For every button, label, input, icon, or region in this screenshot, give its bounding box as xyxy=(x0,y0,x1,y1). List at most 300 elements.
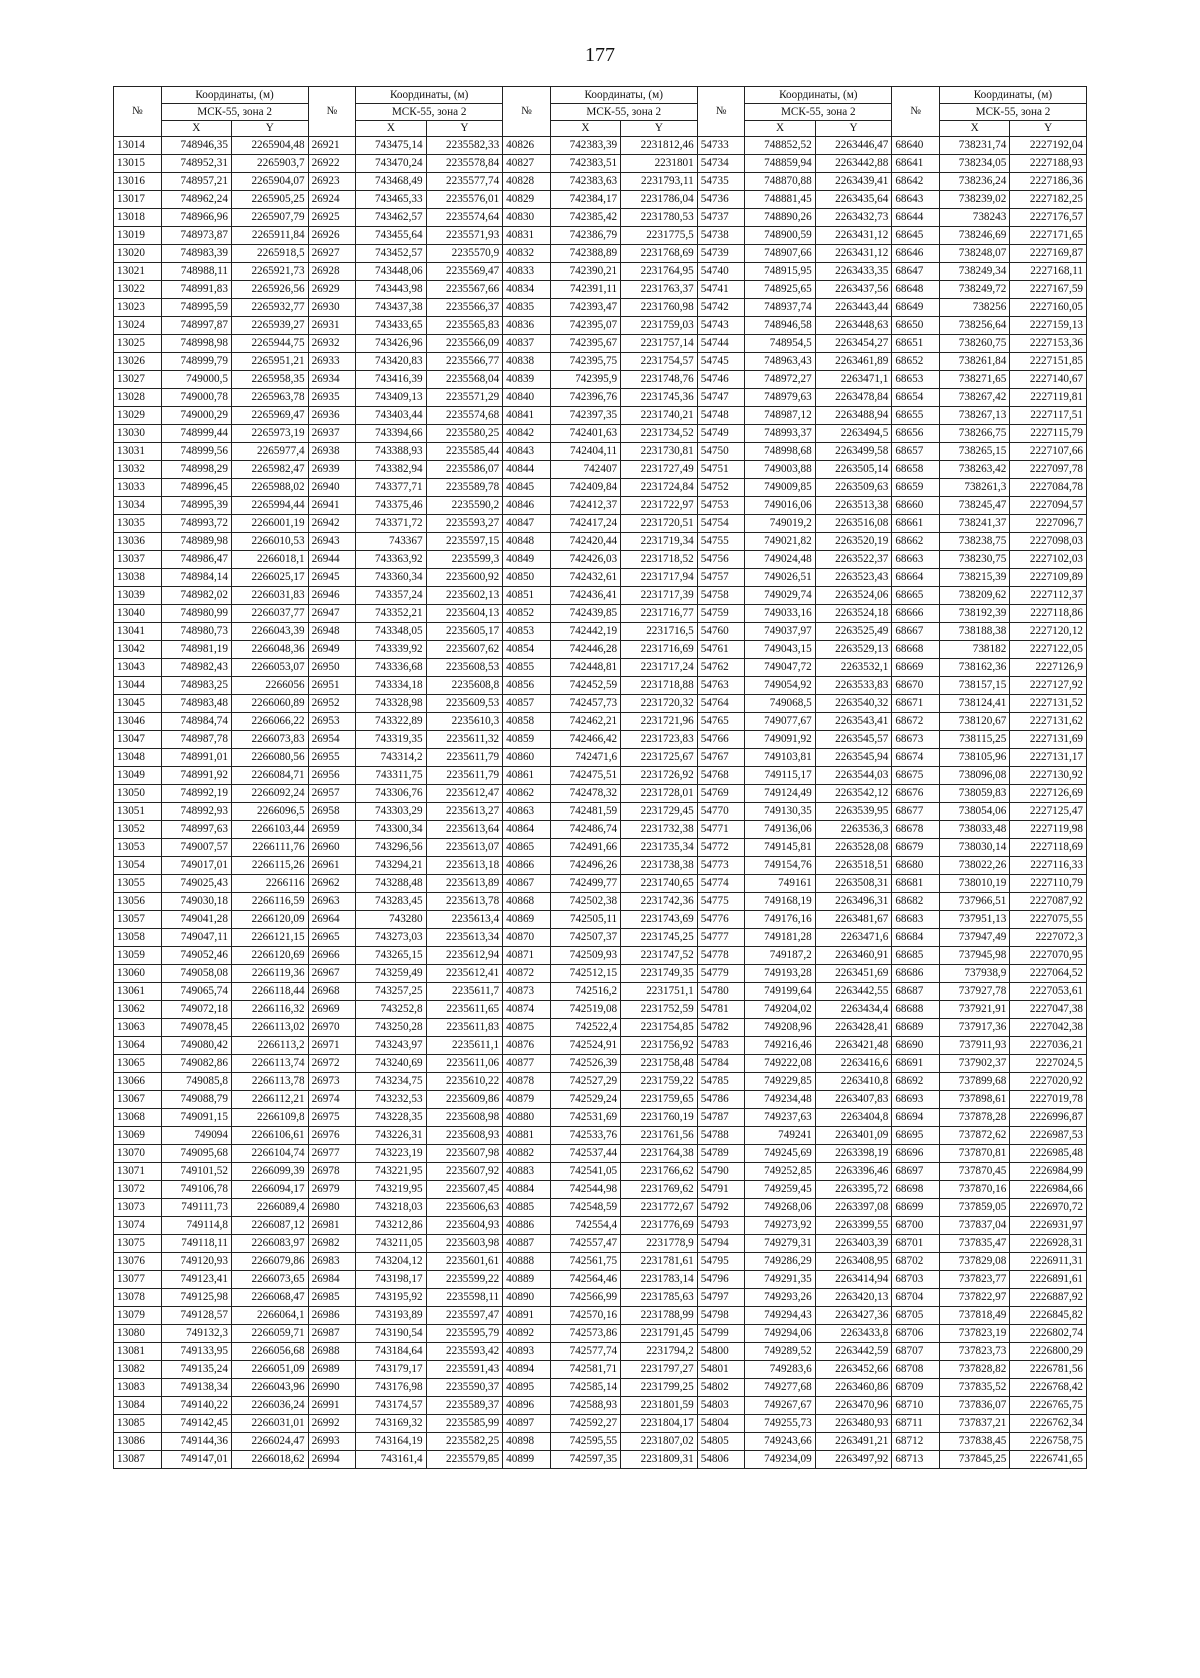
point-number-cell: 68680 xyxy=(892,857,940,875)
table-row xyxy=(114,1127,1087,1145)
point-number-cell: 54754 xyxy=(697,515,745,533)
x-coordinate-cell: 737818,49 xyxy=(939,1307,1009,1325)
y-coordinate-cell: 2263532,1 xyxy=(815,659,892,677)
y-coordinate-cell: 2263471,6 xyxy=(815,929,892,947)
y-coordinate-cell: 2235607,98 xyxy=(426,1145,503,1163)
point-number-cell: 54758 xyxy=(697,587,745,605)
x-coordinate-cell: 743433,65 xyxy=(356,317,426,335)
point-number-cell: 68664 xyxy=(892,569,940,587)
x-coordinate-cell: 749058,08 xyxy=(161,965,231,983)
y-coordinate-cell: 2227122,05 xyxy=(1010,641,1087,659)
x-coordinate-cell: 742395,9 xyxy=(550,371,620,389)
y-coordinate-cell: 2231791,45 xyxy=(621,1325,698,1343)
point-number-cell: 26935 xyxy=(308,389,356,407)
x-coordinate-cell: 743357,24 xyxy=(356,587,426,605)
x-coordinate-cell: 742466,42 xyxy=(550,731,620,749)
x-coordinate-cell: 743296,56 xyxy=(356,839,426,857)
y-coordinate-cell: 2226891,61 xyxy=(1010,1271,1087,1289)
y-coordinate-cell: 2227024,5 xyxy=(1010,1055,1087,1073)
y-coordinate-cell: 2235611,7 xyxy=(426,983,503,1001)
table-row xyxy=(114,605,1087,623)
point-number-cell: 26984 xyxy=(308,1271,356,1289)
x-coordinate-cell: 748980,73 xyxy=(161,623,231,641)
x-header-5: X xyxy=(939,121,1009,137)
point-number-cell: 68701 xyxy=(892,1235,940,1253)
y-coordinate-cell: 2235566,09 xyxy=(426,335,503,353)
point-number-cell: 13058 xyxy=(114,929,162,947)
y-coordinate-cell: 2263395,72 xyxy=(815,1181,892,1199)
point-number-cell: 13076 xyxy=(114,1253,162,1271)
point-number-cell: 40869 xyxy=(503,911,551,929)
y-coordinate-cell: 2227064,52 xyxy=(1010,965,1087,983)
point-number-cell: 13086 xyxy=(114,1433,162,1451)
table-row xyxy=(114,1145,1087,1163)
x-coordinate-cell: 748979,63 xyxy=(745,389,815,407)
y-coordinate-cell: 2227118,86 xyxy=(1010,605,1087,623)
y-coordinate-cell: 2227167,59 xyxy=(1010,281,1087,299)
y-coordinate-cell: 2263451,69 xyxy=(815,965,892,983)
y-coordinate-cell: 2231742,36 xyxy=(621,893,698,911)
x-coordinate-cell: 742391,11 xyxy=(550,281,620,299)
point-number-cell: 13064 xyxy=(114,1037,162,1055)
x-coordinate-cell: 743468,49 xyxy=(356,173,426,191)
y-coordinate-cell: 2227094,57 xyxy=(1010,497,1087,515)
point-number-cell: 13060 xyxy=(114,965,162,983)
point-number-cell: 26943 xyxy=(308,533,356,551)
point-number-cell: 68663 xyxy=(892,551,940,569)
y-coordinate-cell: 2227160,05 xyxy=(1010,299,1087,317)
x-coordinate-cell: 749024,48 xyxy=(745,551,815,569)
point-number-cell: 40888 xyxy=(503,1253,551,1271)
point-number-cell: 13040 xyxy=(114,605,162,623)
x-coordinate-cell: 742401,63 xyxy=(550,425,620,443)
y-coordinate-cell: 2231723,83 xyxy=(621,731,698,749)
point-number-cell: 26978 xyxy=(308,1163,356,1181)
point-number-cell: 54752 xyxy=(697,479,745,497)
y-coordinate-cell: 2235611,83 xyxy=(426,1019,503,1037)
y-coordinate-cell: 2231725,67 xyxy=(621,749,698,767)
x-coordinate-cell: 748986,47 xyxy=(161,551,231,569)
y-coordinate-cell: 2235582,33 xyxy=(426,137,503,155)
x-coordinate-cell: 743179,17 xyxy=(356,1361,426,1379)
point-number-cell: 40865 xyxy=(503,839,551,857)
point-number-cell: 68665 xyxy=(892,587,940,605)
y-coordinate-cell: 2263442,88 xyxy=(815,155,892,173)
y-coordinate-cell: 2227109,89 xyxy=(1010,569,1087,587)
y-coordinate-cell: 2231730,81 xyxy=(621,443,698,461)
point-number-cell: 40894 xyxy=(503,1361,551,1379)
x-coordinate-cell: 742383,51 xyxy=(550,155,620,173)
x-coordinate-cell: 737870,45 xyxy=(939,1163,1009,1181)
y-coordinate-cell: 2266036,24 xyxy=(231,1397,308,1415)
x-coordinate-cell: 743452,57 xyxy=(356,245,426,263)
x-coordinate-cell: 743190,54 xyxy=(356,1325,426,1343)
y-coordinate-cell: 2266092,24 xyxy=(231,785,308,803)
point-number-cell: 54784 xyxy=(697,1055,745,1073)
x-coordinate-cell: 743394,66 xyxy=(356,425,426,443)
point-number-cell: 54743 xyxy=(697,317,745,335)
y-coordinate-cell: 2231809,31 xyxy=(621,1451,698,1469)
table-row xyxy=(114,785,1087,803)
y-coordinate-cell: 2263543,41 xyxy=(815,713,892,731)
point-number-cell: 26950 xyxy=(308,659,356,677)
x-coordinate-cell: 742505,11 xyxy=(550,911,620,929)
y-coordinate-cell: 2266113,78 xyxy=(231,1073,308,1091)
x-coordinate-cell: 749176,16 xyxy=(745,911,815,929)
point-number-cell: 54759 xyxy=(697,605,745,623)
y-coordinate-cell: 2235595,79 xyxy=(426,1325,503,1343)
table-row xyxy=(114,1217,1087,1235)
y-coordinate-cell: 2226985,48 xyxy=(1010,1145,1087,1163)
y-coordinate-cell: 2263488,94 xyxy=(815,407,892,425)
point-number-cell: 68655 xyxy=(892,407,940,425)
y-coordinate-cell: 2265969,47 xyxy=(231,407,308,425)
y-coordinate-cell: 2266043,39 xyxy=(231,623,308,641)
y-coordinate-cell: 2263522,37 xyxy=(815,551,892,569)
point-number-cell: 13073 xyxy=(114,1199,162,1217)
x-coordinate-cell: 737902,37 xyxy=(939,1055,1009,1073)
x-coordinate-cell: 742554,4 xyxy=(550,1217,620,1235)
x-coordinate-cell: 748992,93 xyxy=(161,803,231,821)
point-number-cell: 68698 xyxy=(892,1181,940,1199)
x-coordinate-cell: 743174,57 xyxy=(356,1397,426,1415)
point-number-cell: 13061 xyxy=(114,983,162,1001)
x-coordinate-cell: 743377,71 xyxy=(356,479,426,497)
x-coordinate-cell: 749111,73 xyxy=(161,1199,231,1217)
y-coordinate-cell: 2231740,65 xyxy=(621,875,698,893)
point-number-cell: 26982 xyxy=(308,1235,356,1253)
x-coordinate-cell: 742529,24 xyxy=(550,1091,620,1109)
point-number-cell: 26952 xyxy=(308,695,356,713)
point-number-cell: 13080 xyxy=(114,1325,162,1343)
point-number-cell: 68682 xyxy=(892,893,940,911)
x-coordinate-cell: 742462,21 xyxy=(550,713,620,731)
point-number-cell: 26934 xyxy=(308,371,356,389)
x-coordinate-cell: 743221,95 xyxy=(356,1163,426,1181)
y-coordinate-cell: 2235566,37 xyxy=(426,299,503,317)
y-coordinate-cell: 2266025,17 xyxy=(231,569,308,587)
point-number-cell: 54805 xyxy=(697,1433,745,1451)
point-number-cell: 54793 xyxy=(697,1217,745,1235)
point-number-cell: 68706 xyxy=(892,1325,940,1343)
x-coordinate-cell: 738246,69 xyxy=(939,227,1009,245)
x-coordinate-cell: 748900,59 xyxy=(745,227,815,245)
point-number-cell: 54734 xyxy=(697,155,745,173)
x-coordinate-cell: 748995,59 xyxy=(161,299,231,317)
y-coordinate-cell: 2263414,94 xyxy=(815,1271,892,1289)
point-number-cell: 68693 xyxy=(892,1091,940,1109)
y-coordinate-cell: 2266010,53 xyxy=(231,533,308,551)
y-coordinate-cell: 2231757,14 xyxy=(621,335,698,353)
x-coordinate-cell: 748991,92 xyxy=(161,767,231,785)
point-number-cell: 54791 xyxy=(697,1181,745,1199)
y-coordinate-cell: 2266024,47 xyxy=(231,1433,308,1451)
x-coordinate-cell: 738261,3 xyxy=(939,479,1009,497)
point-number-cell: 54760 xyxy=(697,623,745,641)
x-coordinate-cell: 743193,89 xyxy=(356,1307,426,1325)
y-coordinate-cell: 2227084,78 xyxy=(1010,479,1087,497)
x-coordinate-cell: 742507,37 xyxy=(550,929,620,947)
x-coordinate-cell: 749120,93 xyxy=(161,1253,231,1271)
point-number-cell: 54787 xyxy=(697,1109,745,1127)
y-coordinate-cell: 2231804,17 xyxy=(621,1415,698,1433)
x-coordinate-cell: 748957,21 xyxy=(161,173,231,191)
x-coordinate-cell: 737835,52 xyxy=(939,1379,1009,1397)
y-coordinate-cell: 2263524,18 xyxy=(815,605,892,623)
x-coordinate-cell: 748987,78 xyxy=(161,731,231,749)
x-coordinate-cell: 743334,18 xyxy=(356,677,426,695)
x-coordinate-cell: 743198,17 xyxy=(356,1271,426,1289)
point-number-cell: 26974 xyxy=(308,1091,356,1109)
y-coordinate-cell: 2226887,92 xyxy=(1010,1289,1087,1307)
y-coordinate-cell: 2266031,83 xyxy=(231,587,308,605)
point-number-cell: 68661 xyxy=(892,515,940,533)
y-coordinate-cell: 2226984,99 xyxy=(1010,1163,1087,1181)
point-number-cell: 13033 xyxy=(114,479,162,497)
point-number-cell: 26921 xyxy=(308,137,356,155)
x-coordinate-cell: 749068,5 xyxy=(745,695,815,713)
table-row xyxy=(114,227,1087,245)
x-coordinate-cell: 749283,6 xyxy=(745,1361,815,1379)
x-coordinate-cell: 743303,29 xyxy=(356,803,426,821)
y-coordinate-cell: 2235593,42 xyxy=(426,1343,503,1361)
y-coordinate-cell: 2231724,84 xyxy=(621,479,698,497)
x-coordinate-cell: 749273,92 xyxy=(745,1217,815,1235)
y-coordinate-cell: 2235613,78 xyxy=(426,893,503,911)
x-coordinate-cell: 742481,59 xyxy=(550,803,620,821)
x-coordinate-cell: 743448,06 xyxy=(356,263,426,281)
x-coordinate-cell: 742502,38 xyxy=(550,893,620,911)
x-coordinate-cell: 749279,31 xyxy=(745,1235,815,1253)
y-coordinate-cell: 2231764,38 xyxy=(621,1145,698,1163)
y-coordinate-cell: 2231727,49 xyxy=(621,461,698,479)
y-coordinate-cell: 2226911,31 xyxy=(1010,1253,1087,1271)
point-number-cell: 54770 xyxy=(697,803,745,821)
x-coordinate-cell: 749029,74 xyxy=(745,587,815,605)
x-coordinate-cell: 742384,17 xyxy=(550,191,620,209)
y-coordinate-cell: 2266037,77 xyxy=(231,605,308,623)
x-coordinate-cell: 749019,2 xyxy=(745,515,815,533)
x-coordinate-cell: 749293,26 xyxy=(745,1289,815,1307)
x-coordinate-cell: 743314,2 xyxy=(356,749,426,767)
x-coordinate-cell: 748997,63 xyxy=(161,821,231,839)
table-row xyxy=(114,479,1087,497)
point-number-cell: 26976 xyxy=(308,1127,356,1145)
x-coordinate-cell: 748988,11 xyxy=(161,263,231,281)
table-row xyxy=(114,1397,1087,1415)
y-coordinate-cell: 2235612,94 xyxy=(426,947,503,965)
y-coordinate-cell: 2263410,8 xyxy=(815,1073,892,1091)
y-coordinate-cell: 2265977,4 xyxy=(231,443,308,461)
x-coordinate-cell: 742541,05 xyxy=(550,1163,620,1181)
y-coordinate-cell: 2266121,15 xyxy=(231,929,308,947)
x-coordinate-cell: 737829,08 xyxy=(939,1253,1009,1271)
x-coordinate-cell: 743328,98 xyxy=(356,695,426,713)
point-number-cell: 68667 xyxy=(892,623,940,641)
point-number-cell: 54803 xyxy=(697,1397,745,1415)
table-row xyxy=(114,965,1087,983)
point-number-cell: 40864 xyxy=(503,821,551,839)
y-coordinate-cell: 2231716,77 xyxy=(621,605,698,623)
y-coordinate-cell: 2226758,75 xyxy=(1010,1433,1087,1451)
table-row xyxy=(114,1055,1087,1073)
y-coordinate-cell: 2227097,78 xyxy=(1010,461,1087,479)
y-coordinate-cell: 2235571,29 xyxy=(426,389,503,407)
point-number-cell: 40867 xyxy=(503,875,551,893)
y-coordinate-cell: 2266001,19 xyxy=(231,515,308,533)
y-coordinate-cell: 2231785,63 xyxy=(621,1289,698,1307)
x-coordinate-cell: 748983,39 xyxy=(161,245,231,263)
y-header-3: Y xyxy=(621,121,698,137)
x-coordinate-cell: 738249,72 xyxy=(939,281,1009,299)
x-coordinate-cell: 743161,4 xyxy=(356,1451,426,1469)
point-number-cell: 40858 xyxy=(503,713,551,731)
y-coordinate-cell: 2266083,97 xyxy=(231,1235,308,1253)
y-coordinate-cell: 2266104,74 xyxy=(231,1145,308,1163)
point-number-cell: 13079 xyxy=(114,1307,162,1325)
x-coordinate-cell: 749187,2 xyxy=(745,947,815,965)
point-number-cell: 13053 xyxy=(114,839,162,857)
x-coordinate-cell: 749091,92 xyxy=(745,731,815,749)
point-number-cell: 40875 xyxy=(503,1019,551,1037)
x-coordinate-cell: 738236,24 xyxy=(939,173,1009,191)
point-number-cell: 40856 xyxy=(503,677,551,695)
y-coordinate-cell: 2231748,76 xyxy=(621,371,698,389)
point-number-cell: 40874 xyxy=(503,1001,551,1019)
point-number-cell: 68670 xyxy=(892,677,940,695)
x-coordinate-cell: 742395,07 xyxy=(550,317,620,335)
y-coordinate-cell: 2227120,12 xyxy=(1010,623,1087,641)
y-coordinate-cell: 2231756,92 xyxy=(621,1037,698,1055)
x-coordinate-cell: 742548,59 xyxy=(550,1199,620,1217)
x-coordinate-cell: 737845,25 xyxy=(939,1451,1009,1469)
point-number-cell: 26948 xyxy=(308,623,356,641)
point-number-cell: 54773 xyxy=(697,857,745,875)
point-number-cell: 26923 xyxy=(308,173,356,191)
y-coordinate-cell: 2235597,47 xyxy=(426,1307,503,1325)
x-coordinate-cell: 737899,68 xyxy=(939,1073,1009,1091)
point-number-cell: 40866 xyxy=(503,857,551,875)
point-number-cell: 40898 xyxy=(503,1433,551,1451)
y-coordinate-cell: 2235611,79 xyxy=(426,749,503,767)
point-number-cell: 54744 xyxy=(697,335,745,353)
x-coordinate-cell: 738054,06 xyxy=(939,803,1009,821)
point-number-cell: 26961 xyxy=(308,857,356,875)
point-number-cell: 68643 xyxy=(892,191,940,209)
x-coordinate-cell: 742533,76 xyxy=(550,1127,620,1145)
y-coordinate-cell: 2227102,03 xyxy=(1010,551,1087,569)
point-number-cell: 13014 xyxy=(114,137,162,155)
y-coordinate-cell: 2263416,6 xyxy=(815,1055,892,1073)
x-coordinate-cell: 748946,35 xyxy=(161,137,231,155)
coord-title-4: Координаты, (м) xyxy=(745,87,892,104)
y-coordinate-cell: 2263396,46 xyxy=(815,1163,892,1181)
point-number-cell: 40862 xyxy=(503,785,551,803)
x-header-2: X xyxy=(356,121,426,137)
point-number-cell: 26989 xyxy=(308,1361,356,1379)
table-row xyxy=(114,533,1087,551)
x-coordinate-cell: 748966,96 xyxy=(161,209,231,227)
x-coordinate-cell: 748983,25 xyxy=(161,677,231,695)
x-coordinate-cell: 748962,24 xyxy=(161,191,231,209)
y-coordinate-cell: 2226970,72 xyxy=(1010,1199,1087,1217)
point-number-cell: 26987 xyxy=(308,1325,356,1343)
point-number-cell: 68657 xyxy=(892,443,940,461)
y-coordinate-cell: 2231747,52 xyxy=(621,947,698,965)
y-coordinate-cell: 2235569,47 xyxy=(426,263,503,281)
x-coordinate-cell: 743219,95 xyxy=(356,1181,426,1199)
point-number-cell: 54761 xyxy=(697,641,745,659)
y-coordinate-cell: 2263399,55 xyxy=(815,1217,892,1235)
point-number-cell: 54798 xyxy=(697,1307,745,1325)
x-coordinate-cell: 742566,99 xyxy=(550,1289,620,1307)
x-coordinate-cell: 743339,92 xyxy=(356,641,426,659)
x-coordinate-cell: 742404,11 xyxy=(550,443,620,461)
x-coordinate-cell: 748998,98 xyxy=(161,335,231,353)
y-coordinate-cell: 2235589,78 xyxy=(426,479,503,497)
point-number-cell: 26924 xyxy=(308,191,356,209)
y-coordinate-cell: 2266018,1 xyxy=(231,551,308,569)
point-number-cell: 13031 xyxy=(114,443,162,461)
point-number-cell: 40829 xyxy=(503,191,551,209)
point-number-cell: 68654 xyxy=(892,389,940,407)
x-coordinate-cell: 738263,42 xyxy=(939,461,1009,479)
x-coordinate-cell: 737927,78 xyxy=(939,983,1009,1001)
y-coordinate-cell: 2263523,43 xyxy=(815,569,892,587)
point-number-cell: 54771 xyxy=(697,821,745,839)
y-coordinate-cell: 2263471,1 xyxy=(815,371,892,389)
point-number-cell: 26955 xyxy=(308,749,356,767)
point-number-cell: 68703 xyxy=(892,1271,940,1289)
y-coordinate-cell: 2235593,27 xyxy=(426,515,503,533)
point-number-cell: 54801 xyxy=(697,1361,745,1379)
point-number-cell: 68692 xyxy=(892,1073,940,1091)
point-number-cell: 26965 xyxy=(308,929,356,947)
table-row xyxy=(114,1307,1087,1325)
point-number-cell: 40851 xyxy=(503,587,551,605)
y-header-4: Y xyxy=(815,121,892,137)
point-number-cell: 40836 xyxy=(503,317,551,335)
point-number-cell: 40835 xyxy=(503,299,551,317)
point-number-cell: 13070 xyxy=(114,1145,162,1163)
point-number-cell: 40828 xyxy=(503,173,551,191)
y-coordinate-cell: 2235600,92 xyxy=(426,569,503,587)
point-number-cell: 26969 xyxy=(308,1001,356,1019)
x-coordinate-cell: 738096,08 xyxy=(939,767,1009,785)
y-coordinate-cell: 2227126,9 xyxy=(1010,659,1087,677)
point-number-cell: 54772 xyxy=(697,839,745,857)
table-row xyxy=(114,263,1087,281)
x-coordinate-cell: 749007,57 xyxy=(161,839,231,857)
table-row xyxy=(114,587,1087,605)
y-coordinate-cell: 2263520,19 xyxy=(815,533,892,551)
x-coordinate-cell: 748991,01 xyxy=(161,749,231,767)
point-number-cell: 54789 xyxy=(697,1145,745,1163)
point-number-cell: 26992 xyxy=(308,1415,356,1433)
y-coordinate-cell: 2263518,51 xyxy=(815,857,892,875)
y-coordinate-cell: 2235609,86 xyxy=(426,1091,503,1109)
x-coordinate-cell: 743218,03 xyxy=(356,1199,426,1217)
table-row xyxy=(114,371,1087,389)
y-coordinate-cell: 2266113,2 xyxy=(231,1037,308,1055)
point-number-cell: 26959 xyxy=(308,821,356,839)
x-coordinate-cell: 743257,25 xyxy=(356,983,426,1001)
y-coordinate-cell: 2231722,97 xyxy=(621,497,698,515)
x-coordinate-cell: 749088,79 xyxy=(161,1091,231,1109)
point-number-cell: 54756 xyxy=(697,551,745,569)
point-number-cell: 26962 xyxy=(308,875,356,893)
point-number-cell: 13030 xyxy=(114,425,162,443)
